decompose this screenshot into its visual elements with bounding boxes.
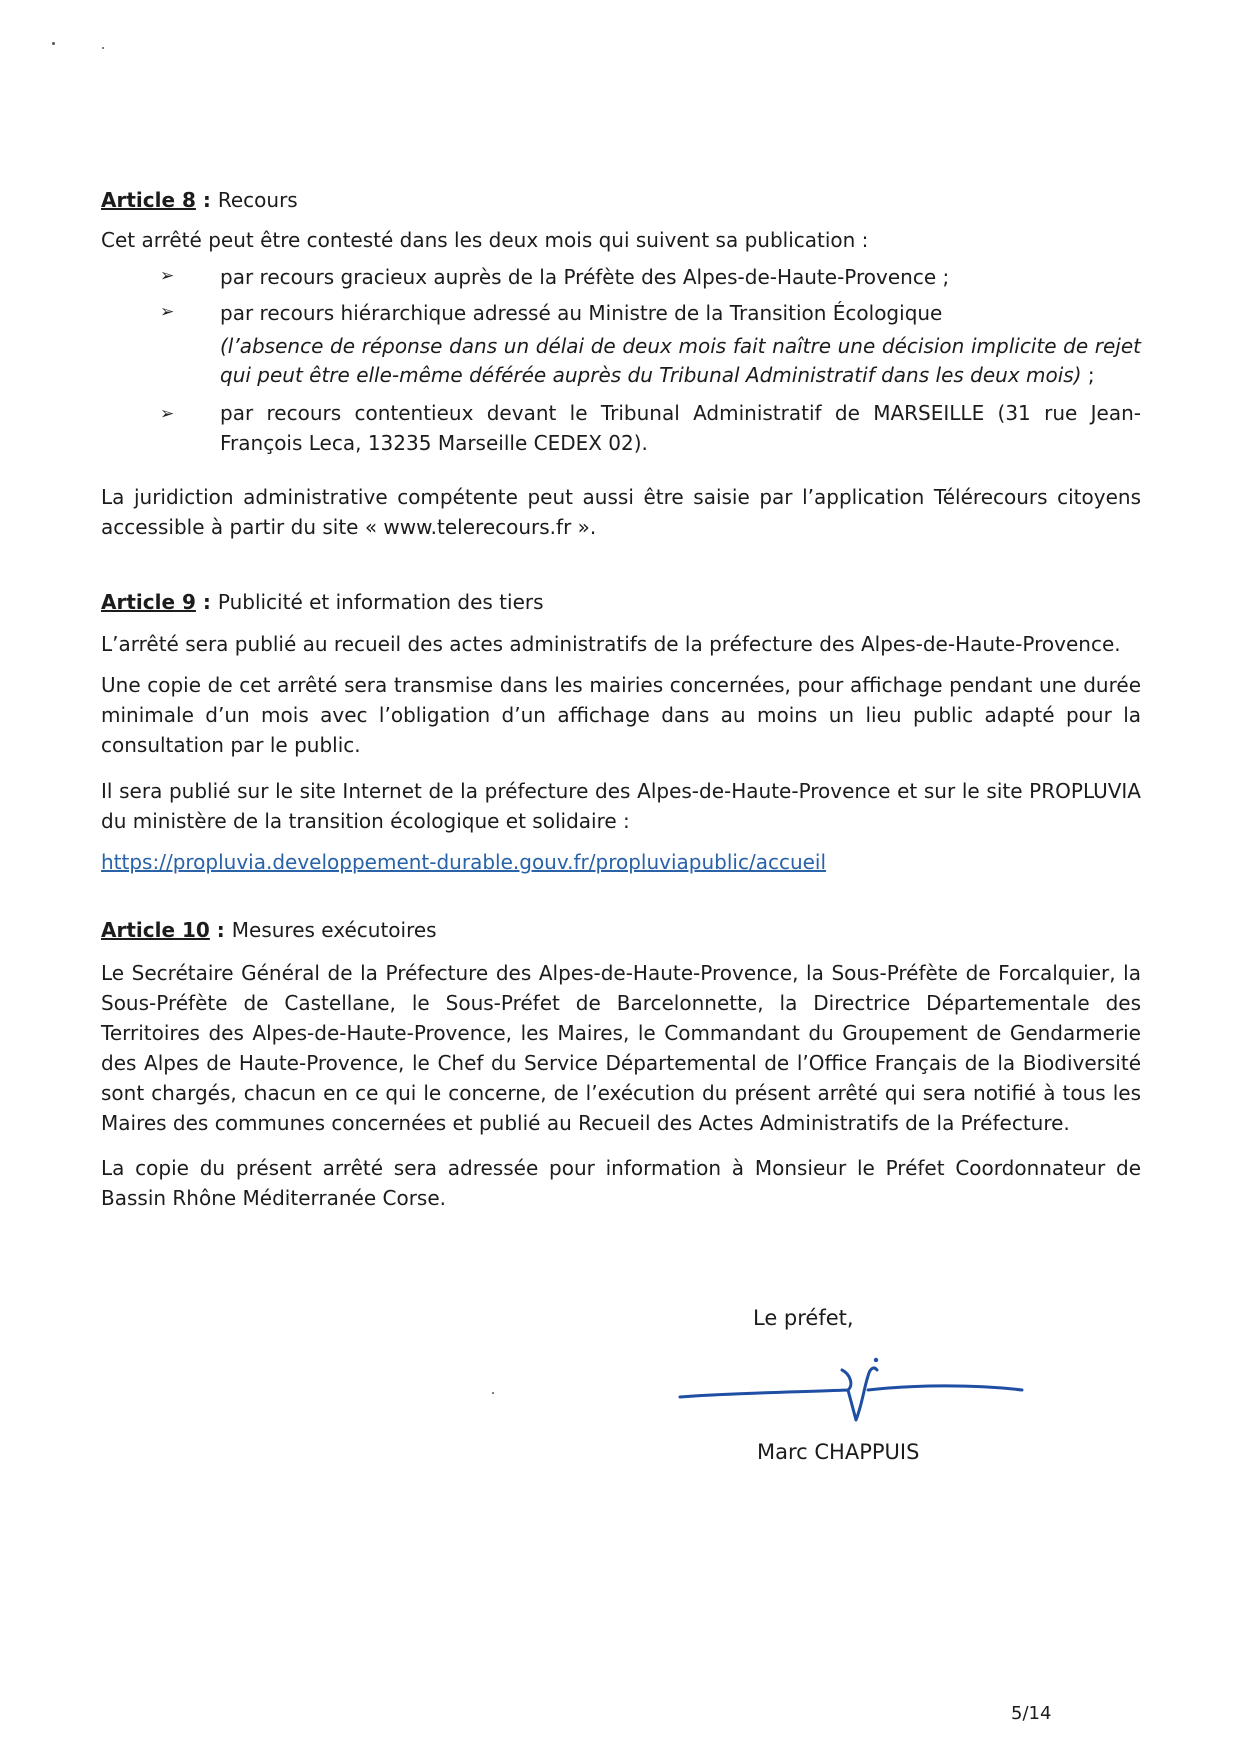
scan-speck — [52, 42, 55, 45]
scan-speck — [492, 1392, 494, 1394]
bullet-item: par recours hiérarchique adressé au Ministre de la Transition Écologique — [220, 301, 943, 325]
bullet-note: (l’absence de réponse dans un délai de deux mois fait naître une décision implicite de rejet qui peut être elle-même déférée auprès du Tribunal Administratif dans les deux mois) ; — [220, 334, 1141, 387]
signatory-name: Marc CHAPPUIS — [757, 1440, 920, 1464]
page-number: 5/14 — [1011, 1703, 1052, 1724]
bullet-item: par recours contentieux devant le Tribunal Administratif de MARSEILLE (31 rue Jean-François Leca, 13235 Marseille CEDEX 02). — [220, 401, 1141, 455]
bullet-note-italic: (l’absence de réponse dans un délai de deux mois fait naître une décision implicite de rejet qui peut être elle-même déférée auprès du Tribunal Administratif dans les deux mois) — [220, 334, 1141, 387]
article-10-label: Article 10 — [101, 918, 210, 942]
article-10-paragraph-1: Le Secrétaire Général de la Préfecture des Alpes-de-Haute-Provence, la Sous-Préfète de Forcalquier, la Sous-Préfète de Castellane, le Sous-Préfet de Barcelonnette, la Directrice Départementale des Territoires des Alpes-de-Haute-Provence, les Maires, le Commandant du Groupement de Gendarmerie des Alpes de Haute-Provence, le Chef du Service Départemental de l’Office Français de la Biodiversité sont chargés, chacun en ce qui le concerne, de l’exécution du présent arrêté qui sera notifié à tous les Maires des communes concernées et publié au Recueil des Actes Administratifs de la Préfecture. — [101, 961, 1141, 1135]
article-8-label: Article 8 — [101, 188, 196, 212]
bullet-item: par recours gracieux auprès de la Préfète des Alpes-de-Haute-Provence ; — [220, 265, 950, 289]
bullet-arrow-icon: ➢ — [160, 404, 175, 424]
propluvia-link[interactable]: https://propluvia.developpement-durable.gouv.fr/propluviapublic/accueil — [101, 850, 827, 874]
article-8-heading: Article 8 : Recours — [101, 188, 298, 212]
article-8-title: Recours — [217, 188, 298, 212]
scan-speck — [102, 47, 104, 49]
article-10-heading: Article 10 : Mesures exécutoires — [101, 918, 437, 942]
bullet-arrow-icon: ➢ — [160, 266, 175, 286]
article-9-paragraph-2: Une copie de cet arrêté sera transmise dans les mairies concernées, pour affichage pendant une durée minimale d’un mois avec l’obligation d’un affichage dans au moins un lieu public adapté pour la consultation par le public. — [101, 673, 1141, 757]
article-9-title: Publicité et information des tiers — [217, 590, 544, 614]
article-8-paragraph: La juridiction administrative compétente peut aussi être saisie par l’application Télérecours citoyens accessible à partir du site « www.telerecours.fr ». — [101, 485, 1141, 539]
signatory-title: Le préfet, — [753, 1306, 854, 1330]
article-9-paragraph-3: Il sera publié sur le site Internet de la préfecture des Alpes-de-Haute-Provence et sur le site PROPLUVIA du ministère de la transition écologique et solidaire : — [101, 779, 1141, 833]
handwritten-signature — [672, 1350, 1032, 1430]
article-10-paragraph-2: La copie du présent arrêté sera adressée pour information à Monsieur le Préfet Coordonnateur de Bassin Rhône Méditerranée Corse. — [101, 1156, 1141, 1210]
article-8-intro: Cet arrêté peut être contesté dans les deux mois qui suivent sa publication : — [101, 228, 869, 252]
article-9-label: Article 9 — [101, 590, 196, 614]
article-9-heading: Article 9 : Publicité et information des tiers — [101, 590, 544, 614]
article-10-title: Mesures exécutoires — [231, 918, 437, 942]
bullet-arrow-icon: ➢ — [160, 302, 175, 322]
article-9-paragraph-1: L’arrêté sera publié au recueil des actes administratifs de la préfecture des Alpes-de-Haute-Provence. — [101, 632, 1121, 656]
